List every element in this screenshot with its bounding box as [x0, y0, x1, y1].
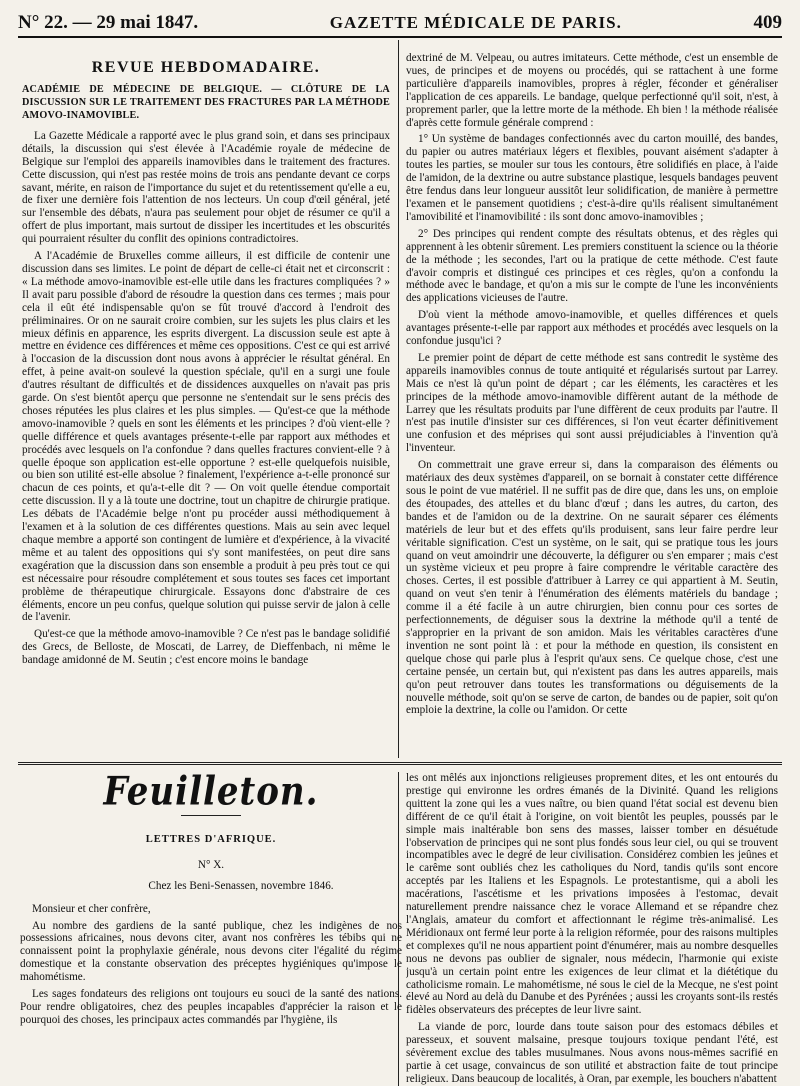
paragraph: Qu'est-ce que la méthode amovo-inamovible ? Ce n'est pas le bandage solidifié des Grecs, de Belloste, de Moscati, de Larrey, de Dieffenbach, ni même le bandage amidonné de M. Seutin ; c'est encore moins le bandage: [22, 628, 390, 667]
paragraph: D'où vient la méthode amovo-inamovible, et quelles différences et quels avantages présente-t-elle par rapport aux méthodes et procédés avec lesquels on la confondue jusqu'ici ?: [406, 309, 778, 348]
paragraph: 2° Des principes qui rendent compte des résultats obtenus, et des règles qui apprennent à les obtenir sûrement. Les premiers constituent la science ou la théorie de la méthode ; les secondes, l'art ou la pratique de cette méthode. C'est faute d'avoir compris et distingué ces principes et ces règles, qu'on a confondu la méthode avec le bandage, et qu'on a mis sur le compte de l'une les inconvénients des applications vicieuses de l'autre.: [406, 227, 778, 305]
revue-heading: REVUE HEBDOMADAIRE.: [91, 59, 321, 76]
feuilleton-title: Feuilleton.: [103, 772, 319, 815]
column-divider: [398, 40, 399, 758]
title-rule: [181, 815, 241, 816]
feuilleton-column-left: [20, 772, 402, 1086]
paragraph: Au nombre des gardiens de la santé publique, chez les indigènes de nos possessions africaines, nous devons citer, avant nos confrères les tébibs qui ne connaissent point la prophylaxie générale, nous devons citer l'égalité du régime domestique et la constante observation des préceptes hygiéniques qu'impose le mahométisme.: [20, 919, 402, 984]
paragraph: La Gazette Médicale a rapporté avec le plus grand soin, et dans ses principaux détails, la discussion qui s'est élevée à l'Académie royale de médecine de Belgique sur l'emploi des appareils inamovibles dans le traitement des fractures. Cette discussion, qui n'est pas restée moins de trois ans pendante devant ce corps savant, mérite, en raison de l'importance du sujet et du retentissement qu'elle a eu, de fixer une dernière fois l'attention de nos lecteurs. Un coup d'œil général, jeté sur l'ensemble des débats, n'aura pas seulement pour objet de résumer ce qu'il a offert de plus important, mais surtout de dissiper les incertitudes et les obscurités qui pourraient résulter du conflit des opinions contradictoires.: [22, 129, 390, 246]
letter-number: N° X.: [197, 858, 225, 871]
paragraph: Le premier point de départ de cette méthode est sans contredit le système des appareils inamovibles connus de toute antiquité et régularisés surtout par Larrey. Mais ce n'est là qu'un point de départ ; car les éléments, les caractères et les principes de la méthode amovo-inamovible diffèrent autant de la méthode de Larrey que les résultats produits par l'une diffèrent de ceux produits par l'autre. Il n'est pas inutile d'insister sur ces différences, si l'on veut écarter définitivement une confusion et des méprises qui sont aussi préjudiciables à l'invention qu'à l'inventeur.: [406, 351, 778, 455]
revue-column-right: [406, 52, 778, 758]
page-header: [18, 10, 782, 38]
paragraph: A l'Académie de Bruxelles comme ailleurs, il est difficile de contenir une discussion dans ses limites. Le point de départ de celle-ci était net et circonscrit : « La méthode amovo-inamovible est-elle utile dans les fractures compliquées ? » Il avait paru possible d'abord de résoudre la question dans ces termes ; mais pour cela il eût été indispensable qu'on se fût trouvé d'accord à l'endroit des préliminaires. Or on ne saurait croire combien, sur les sujets les plus clairs et les mieux définis en apparence, les esprits divergent. La discussion seule est apte à mettre en évidence ces différences et même ces oppositions. C'est ce qui est arrivé à l'occasion de la discussion dont nous avons à apprécier le résultat général. En effet, à peine avait-on soulevé la question spéciale, qu'il en a surgi une foule d'autres résultant de difficultés et de dissidences auxquelles on n'avait pas pris garde. On s'est bientôt aperçu que personne ne s'entendait sur le sens précis des choses réputées les plus claires et les plus simples. — Qu'est-ce que la méthode amovo-inamovible ? quels en sont les éléments et les principes ? d'où vient-elle ? quelle différence et quels avantages présente-t-elle par rapport aux méthodes et procédés avec lesquels on l'a confondue ? dans quelles fractures convient-elle ? à quelle époque son application est-elle opportune ? est-elle quelquefois nuisible, ou bien son utilité est-elle absolue ? finalement, l'expérience a-t-elle prononcé sur chacun de ces points, et qu'a-t-elle dit ? — On voit quelle étendue comportait cette discussion. Il y a là toute une doctrine, tout un chapitre de chirurgie pratique. Les débats de l'Académie belge n'ont pu procéder aussi méthodiquement à l'examen et à la solution de ces différentes questions. Mais au sein avec lequel chaque membre a apporté son contingent de lumière et d'expérience, à la vivacité même et au talent des oppositions qui s'y sont manifestées, on peut dire sans exagération que la discussion dans son ensemble a produit à peu près tout ce qui est nécessaire pour résoudre complétement et sous toutes ses faces cet important problème de thérapeutique chirurgicale. Essayons donc d'abstraire de ces éléments, encore un peu confus, quelque solution qui puisse servir de jalon à celle de l'avenir.: [22, 250, 390, 624]
page-number: 409: [753, 12, 782, 33]
paragraph: 1° Un système de bandages confectionnés avec du carton mouillé, des bandes, du papier ou autres matériaux légers et flexibles, pouvant aisément s'adapter à toutes les parties, se mouler sur tous les contours, être solidifiés en place, à l'aide de l'amidon, de la dextrine ou autre substance plastique, lesquels bandages peuvent être fendus dans leur longueur aussitôt leur solidification, de manière à permettre l'examen et le pansement quotidiens ; c'est-à-dire qu'ils réalisent simultanément l'amovibilité et l'inamovibilité : ils sont donc amovo-inamovibles ;: [406, 133, 778, 223]
paragraph: On commettrait une grave erreur si, dans la comparaison des éléments ou matériaux des deux systèmes d'appareil, on se bornait à constater cette différence sous le point de vue matériel. Il ne suffit pas de dire que, dans les uns, on emploie des étoupades, des attelles et du blanc d'œuf ; dans les autres, du carton, des bandes et de l'amidon ou de la dextrine. On ne saurait séparer ces éléments matériels de leur but et des effets qu'ils produisent, sans leur faire perdre leur véritable signification. C'est un système, on le sait, qui se pratique tous les jours quand on veut amoindrir une découverte, la défigurer ou s'en emparer ; mais c'est un système vicieux et peu propre à faire comprendre le véritable caractère des choses. Certes, il est possible d'attribuer à Larrey ce qui appartient à M. Seutin, quand on veut s'en tenir à l'énumération des éléments matériels du bandage ; comme il a été facile à un autre chirurgien, bien connu pour ces sortes de perfectionnements, de déguiser sous la dextrine la méthode qu'il a tenté de s'approprier en la privant de son amidon. Mais les véritables caractères d'une invention ne sont point là : et pour la méthode en question, ils consistent en quelque chose qui parle plus à l'esprit qu'aux sens. Ce quelque chose, c'est une certaine pensée, un certain but, qui n'existent pas dans les autres appareils, mais qu'on peut retrouver dans toutes les transformations ou déguisements de la nouvelle méthode, soit qu'on se serve de carton, de bandes ou de papier, soit qu'on emploie la dextrine, la colle ou l'amidon. Or cette: [406, 459, 778, 717]
revue-column-left: [22, 52, 390, 758]
letters-heading: LETTRES D'AFRIQUE.: [145, 833, 277, 845]
paragraph: Les sages fondateurs des religions ont toujours eu souci de la santé des nations. Pour rendre obligatoires, chez des peuples incapables d'apprécier la raison et le pourquoi des choses, les principaux actes commandés par l'hygiène, ils: [20, 988, 402, 1026]
issue-date: N° 22. — 29 mai 1847.: [18, 12, 199, 33]
journal-title: GAZETTE MÉDICALE DE PARIS.: [329, 13, 622, 32]
feuilleton-divider: [18, 762, 782, 765]
paragraph: les ont mêlés aux injonctions religieuses proprement dites, et les ont entourés du prestige qui environne les ordres émanés de la Divinité. Quand les religions quittent la zone qui les a vues naître, ou bien quand l'état social est devenu bien différent de ce qu'il était à l'origine, on voit bientôt les peuples, poussés par le simple mais inaltérable bon sens des masses, laisser tomber en désuétude l'observation de principes qui ne sont plus fondés sous leur ciel, ou qui se trouvent incompatibles avec le degré de leur civilisation. Considérez combien les jeûnes et le carême sont oubliés chez les catholiques du Nord, tandis qu'ils sont encore acceptés par les Italiens et les Espagnols. Le protestantisme, qui a aboli les macérations, l'ascétisme et les privations imposées à l'estomac, devait naturellement prendre naissance chez le vorace Allemand et se répandre chez l'Anglais, amateur du comfort et affectionnant le régime très-animalisé. Les Méridionaux ont fermé leur porte à la religion réformée, pour des raisons multiples et complexes qu'il ne nous appartient point d'énumérer, mais au nombre desquelles nous ne devons pas oublier de signaler, nous médecin, l'harmonie qui existe jusqu'à un certain point entre les exigences de leur climat et la diététique du catholicisme romain. Le mahométisme, né sous le ciel de la Mecque, ne s'est point élevé au Nord au delà du Danube et des Pyrénées ; aussi les croyants sont-ils restés fidèles observateurs des préceptes de leur livre saint.: [406, 772, 778, 1017]
salutation: Monsieur et cher confrère,: [32, 902, 151, 915]
feuilleton-column-right: [406, 772, 778, 1086]
section-heading: ACADÉMIE DE MÉDECINE DE BELGIQUE. — CLÔTURE DE LA DISCUSSION SUR LE TRAITEMENT DES FRACTURES PAR LA MÉTHODE AMOVO-INAMOVIBLE.: [22, 83, 390, 121]
paragraph: dextriné de M. Velpeau, ou autres imitateurs. Cette méthode, c'est un ensemble de vues, de principes et de moyens ou procédés, qui se rattachent à une forme particulière d'appareils inamovibles, propres à régler, féconder et généraliser l'application de ces appareils. Le bandage, quelque perfectionné qu'il soit, n'est, à proprement parler, que la lettre morte de la méthode. Eh bien ! la méthode réalisée d'après cette formule générale comprend :: [406, 52, 778, 129]
paragraph: La viande de porc, lourde dans toute saison pour des estomacs débiles et paresseux, et souvent malsaine, presque toujours toxique pendant l'été, est sévèrement exclue des tables musulmanes. Nous avons nous-mêmes sacrifié en partie à cet usage, convaincus de son utilité et abstraction faite de tout principe religieux. Dans beaucoup de localités, à Oran, par exemple, les bouchers n'abattent: [406, 1021, 778, 1085]
dateline: Chez les Beni-Senassen, novembre 1846.: [148, 879, 334, 892]
